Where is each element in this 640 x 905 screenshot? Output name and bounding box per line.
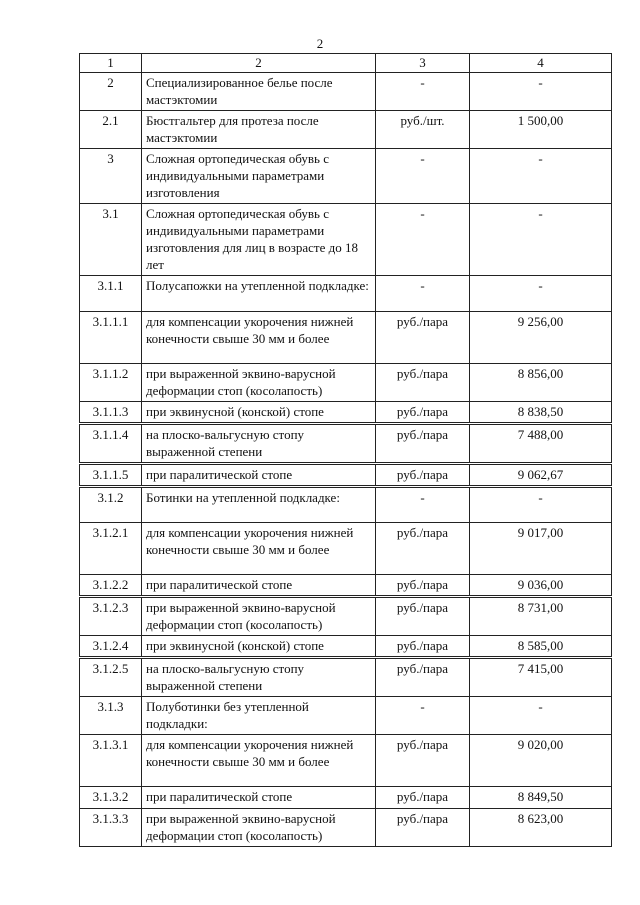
page-number: 2 — [316, 36, 324, 51]
column-header-2: 2 — [142, 54, 376, 73]
table-row — [80, 149, 612, 204]
row-price: 7 415,00 — [470, 658, 612, 697]
row-unit: руб./пара — [376, 597, 470, 636]
table-body — [80, 73, 612, 847]
row-name: при выраженной эквино-варусной деформации стоп (косолапость) — [142, 809, 376, 847]
table-row — [80, 364, 612, 402]
table-header-row — [80, 54, 612, 73]
row-number: 3.1.3 — [80, 697, 142, 735]
row-name: при выраженной эквино-варусной деформации стоп (косолапость) — [142, 364, 376, 402]
table-row — [80, 487, 612, 523]
row-unit: руб./пара — [376, 464, 470, 487]
row-unit: руб./пара — [376, 364, 470, 402]
row-name: при паралитической стопе — [142, 575, 376, 597]
row-name: при паралитической стопе — [142, 464, 376, 487]
row-name: Сложная ортопедическая обувь с индивидуальными параметрами изготовления — [142, 149, 376, 204]
row-price: - — [470, 487, 612, 523]
table-row — [80, 735, 612, 787]
row-price: 1 500,00 — [470, 111, 612, 149]
row-name: для компенсации укорочения нижней конечности свыше 30 мм и более — [142, 735, 376, 787]
table-row — [80, 424, 612, 464]
row-unit: - — [376, 149, 470, 204]
row-name: Полуботинки без утепленной подкладки: — [142, 697, 376, 735]
table-row — [80, 111, 612, 149]
row-name: для компенсации укорочения нижней конечности свыше 30 мм и более — [142, 523, 376, 575]
row-unit: руб./пара — [376, 735, 470, 787]
row-number: 3.1.1.5 — [80, 464, 142, 487]
row-name: Полусапожки на утепленной подкладке: — [142, 276, 376, 312]
row-unit: - — [376, 204, 470, 276]
row-name: при выраженной эквино-варусной деформации стоп (косолапость) — [142, 597, 376, 636]
row-price: - — [470, 697, 612, 735]
row-price: 8 856,00 — [470, 364, 612, 402]
tariff-table — [79, 53, 612, 847]
row-name: при эквинусной (конской) стопе — [142, 402, 376, 424]
row-unit: руб./пара — [376, 809, 470, 847]
row-price: 7 488,00 — [470, 424, 612, 464]
row-name: Бюстгальтер для протеза после мастэктомии — [142, 111, 376, 149]
row-price: 9 017,00 — [470, 523, 612, 575]
column-header-4: 4 — [470, 54, 612, 73]
row-number: 3.1.2 — [80, 487, 142, 523]
row-price: - — [470, 204, 612, 276]
row-number: 3.1.2.3 — [80, 597, 142, 636]
row-unit: руб./пара — [376, 658, 470, 697]
column-header-3: 3 — [376, 54, 470, 73]
row-price: 9 036,00 — [470, 575, 612, 597]
row-unit: - — [376, 276, 470, 312]
row-price: 9 062,67 — [470, 464, 612, 487]
row-unit: - — [376, 697, 470, 735]
table-row — [80, 402, 612, 424]
row-unit: руб./пара — [376, 787, 470, 809]
table-row — [80, 204, 612, 276]
row-name: Ботинки на утепленной подкладке: — [142, 487, 376, 523]
row-name: при паралитической стопе — [142, 787, 376, 809]
row-number: 2.1 — [80, 111, 142, 149]
table-row — [80, 575, 612, 597]
row-price: 9 020,00 — [470, 735, 612, 787]
row-number: 3.1.2.4 — [80, 636, 142, 658]
row-unit: руб./шт. — [376, 111, 470, 149]
row-name: при эквинусной (конской) стопе — [142, 636, 376, 658]
row-number: 3.1 — [80, 204, 142, 276]
table-row — [80, 658, 612, 697]
table-row — [80, 636, 612, 658]
column-header-1: 1 — [80, 54, 142, 73]
row-name: на плоско-вальгусную стопу выраженной степени — [142, 424, 376, 464]
row-unit: руб./пара — [376, 312, 470, 364]
row-number: 2 — [80, 73, 142, 111]
row-number: 3.1.1.2 — [80, 364, 142, 402]
row-number: 3.1.3.1 — [80, 735, 142, 787]
row-price: 8 849,50 — [470, 787, 612, 809]
row-unit: - — [376, 73, 470, 111]
row-number: 3.1.1.1 — [80, 312, 142, 364]
row-name: Специализированное белье после мастэктомии — [142, 73, 376, 111]
table-row — [80, 597, 612, 636]
row-name: для компенсации укорочения нижней конечности свыше 30 мм и более — [142, 312, 376, 364]
table-row — [80, 276, 612, 312]
row-price: 8 623,00 — [470, 809, 612, 847]
row-price: 8 585,00 — [470, 636, 612, 658]
row-unit: руб./пара — [376, 402, 470, 424]
row-price: - — [470, 149, 612, 204]
row-number: 3.1.3.2 — [80, 787, 142, 809]
row-number: 3 — [80, 149, 142, 204]
row-unit: руб./пара — [376, 424, 470, 464]
row-unit: руб./пара — [376, 575, 470, 597]
row-price: 9 256,00 — [470, 312, 612, 364]
table-row — [80, 312, 612, 364]
row-number: 3.1.3.3 — [80, 809, 142, 847]
table-row — [80, 73, 612, 111]
table-row — [80, 464, 612, 487]
row-price: 8 838,50 — [470, 402, 612, 424]
row-number: 3.1.1 — [80, 276, 142, 312]
table-row — [80, 523, 612, 575]
table-row — [80, 697, 612, 735]
row-unit: руб./пара — [376, 523, 470, 575]
row-number: 3.1.1.3 — [80, 402, 142, 424]
table-row — [80, 787, 612, 809]
row-price: 8 731,00 — [470, 597, 612, 636]
row-unit: руб./пара — [376, 636, 470, 658]
row-name: на плоско-вальгусную стопу выраженной степени — [142, 658, 376, 697]
row-number: 3.1.2.2 — [80, 575, 142, 597]
row-unit: - — [376, 487, 470, 523]
row-price: - — [470, 73, 612, 111]
row-number: 3.1.1.4 — [80, 424, 142, 464]
row-name: Сложная ортопедическая обувь с индивидуальными параметрами изготовления для лиц в возрасте до 18 лет — [142, 204, 376, 276]
row-number: 3.1.2.5 — [80, 658, 142, 697]
table-row — [80, 809, 612, 847]
row-price: - — [470, 276, 612, 312]
row-number: 3.1.2.1 — [80, 523, 142, 575]
